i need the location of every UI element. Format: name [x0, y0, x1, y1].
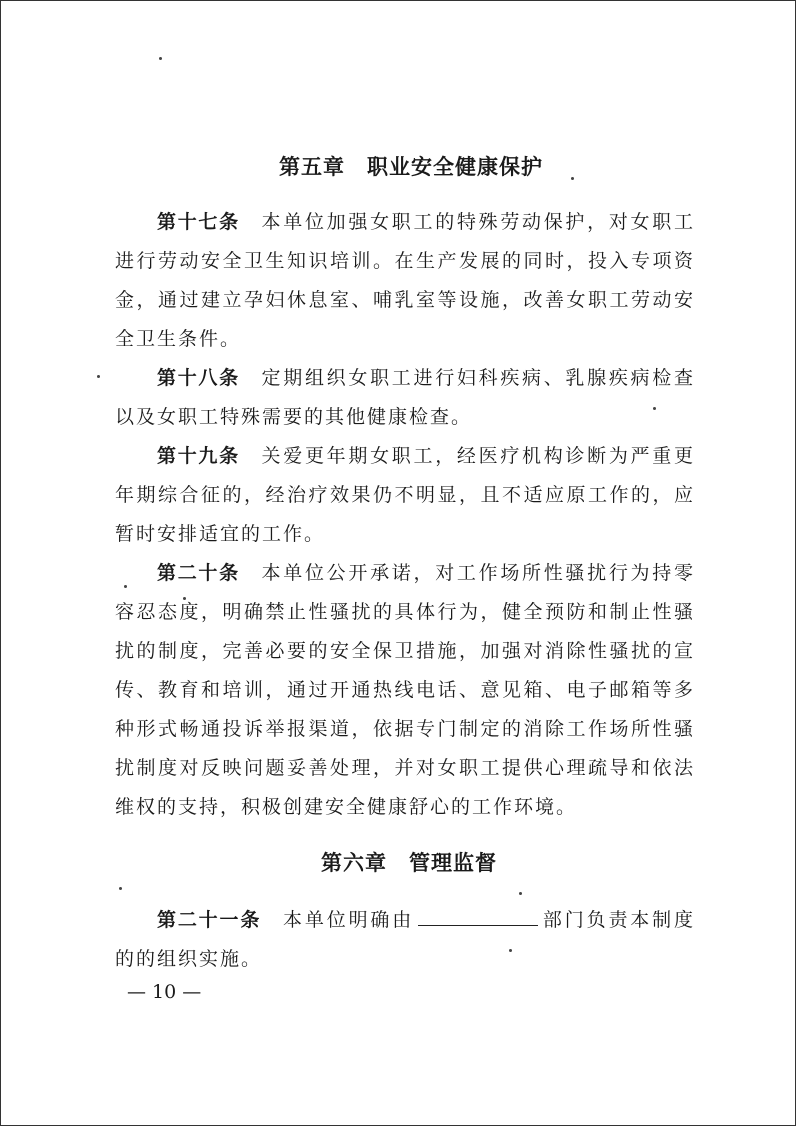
article-18-number: 第十八条	[157, 367, 240, 389]
article-17	[115, 203, 695, 359]
scan-speck	[519, 892, 522, 895]
article-21-number: 第二十一条	[157, 909, 262, 931]
article-18	[115, 359, 695, 437]
scan-speck	[159, 57, 162, 60]
scan-speck	[509, 949, 512, 952]
article-20	[115, 554, 695, 827]
department-blank-line	[418, 907, 538, 926]
scan-speck	[183, 597, 186, 600]
chapter-6-title: 第六章 管理监督	[321, 850, 497, 875]
scan-speck	[119, 887, 122, 890]
scan-speck	[571, 177, 574, 180]
scan-speck	[124, 585, 127, 588]
article-21-text-after: 部门负责本制度的的组织实施。	[115, 909, 695, 970]
article-21	[115, 901, 695, 979]
article-20-number: 第二十条	[157, 562, 240, 584]
page-number: — 10 —	[127, 981, 202, 1003]
article-17-text: 本单位加强女职工的特殊劳动保护，对女职工进行劳动安全卫生知识培训。在生产发展的同时，投入专项资金，通过建立孕妇休息室、哺乳室等设施，改善女职工劳动安全卫生条件。	[115, 211, 695, 350]
article-19-text: 关爱更年期女职工，经医疗机构诊断为严重更年期综合征的，经治疗效果仍不明显，且不适应原工作的，应暂时安排适宜的工作。	[115, 445, 695, 545]
scan-speck	[653, 407, 656, 410]
article-20-text: 本单位公开承诺，对工作场所性骚扰行为持零容忍态度，明确禁止性骚扰的具体行为，健全预防和制止性骚扰的制度，完善必要的安全保卫措施，加强对消除性骚扰的宣传、教育和培训，通过开通热线电话、意见箱、电子邮箱等多种形式畅通投诉举报渠道，依据专门制定的消除工作场所性骚扰制度对反映问题妥善处理，并对女职工提供心理疏导和依法维权的支持，积极创建安全健康舒心的工作环境。	[115, 562, 695, 818]
scan-speck	[97, 375, 100, 378]
article-19	[115, 437, 695, 554]
article-18-text: 定期组织女职工进行妇科疾病、乳腺疾病检查以及女职工特殊需要的其他健康检查。	[115, 367, 695, 428]
article-21-text-before: 本单位明确由	[283, 909, 415, 931]
article-17-number: 第十七条	[157, 211, 240, 233]
article-19-number: 第十九条	[157, 445, 240, 467]
chapter-5-title: 第五章 职业安全健康保护	[279, 154, 543, 179]
